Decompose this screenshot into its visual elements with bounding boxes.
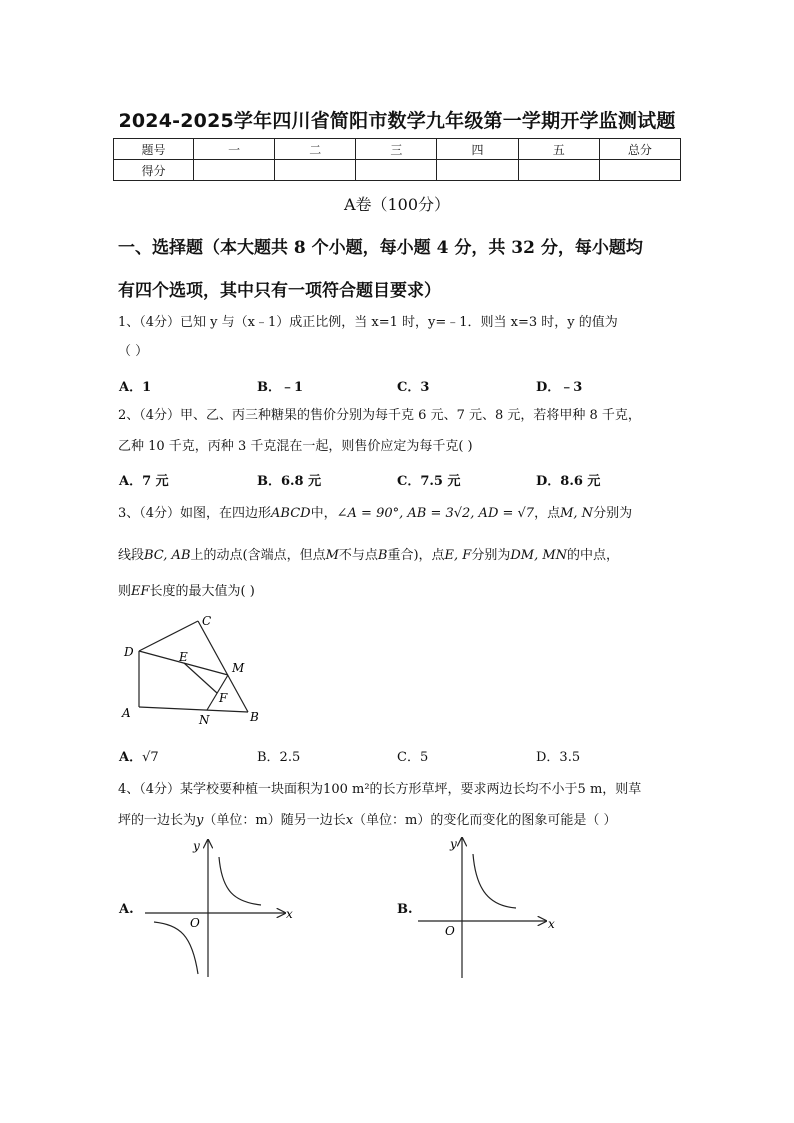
score-cell[interactable] [599,160,680,181]
q3-label-c: C [202,614,212,628]
q2-stem-line2: 乙种 10 千克，丙种 3 千克混在一起，则售价应定为每千克( ) [118,439,473,454]
q4b-label-y: y [450,837,457,851]
q4-math: x [345,813,354,828]
q3-text: 3、（4分）如图，在四边形 [118,506,272,521]
q3-edge-dc [139,621,198,651]
q3-stem-line3 [118,584,255,600]
q4-graph-b [412,828,572,983]
q4-stem-line1 [118,782,641,798]
q4-math: 5 m [577,782,603,797]
score-header-cell: 题号 [114,139,194,160]
score-table-header-row [114,139,681,160]
q3-math: E, F [444,548,472,563]
q4b-curve-q1 [473,854,516,908]
q3-label-n: N [199,713,210,727]
q3-edge-ba [139,707,248,712]
q3-text: 则 [118,584,132,599]
score-header-cell: 二 [275,139,356,160]
q3-quadrilateral-figure [110,605,280,730]
q3-option-a-value: √7 [142,750,159,765]
q1-stem-line1: 1、（4分）已知 y 与（x﹣1）成正比例，当 x=1 时，y=﹣1．则当 x=3 时，y 的值为 [118,315,618,330]
q4-text: （单位：m）的变化而变化的图象可能是（ ） [353,813,617,828]
score-table-score-row [114,160,681,181]
q3-math: B [377,548,388,563]
q3-text: ，点 [534,506,561,521]
q3-math: ∠A = 90°, AB = 3√2, AD = √7 [336,506,535,521]
q2-option-b[interactable]: B．6.8 元 [257,474,322,489]
q3-math: M, N [560,506,594,521]
q3-text: 分别为 [471,548,511,563]
q1-option-b[interactable]: B．﹣1 [257,380,304,395]
q3-math: ABCD [271,506,311,521]
q3-option-c[interactable]: C．5 [397,750,429,765]
exam-title: 2024-2025学年四川省简阳市数学九年级第一学期开学监测试题 [118,110,676,132]
score-cell[interactable] [437,160,518,181]
q4-option-b[interactable]: B. [397,902,413,917]
q1-option-a[interactable]: A．1 [119,380,152,395]
q4-text: 4、（4分）某学校要种植一块面积为 [118,782,324,797]
q3-label-m: M [232,661,245,675]
score-cell[interactable] [275,160,356,181]
q4b-label-x: x [548,917,555,931]
score-row-label: 得分 [114,160,194,181]
q3-math: M [325,548,339,563]
q4-text: 的长方形草坪，要求两边长均不小于 [369,782,578,797]
score-header-cell: 三 [356,139,437,160]
q3-text: 分别为 [593,506,633,521]
q3-label-d: D [124,645,134,659]
q3-label-e: E [179,650,188,664]
part1-heading-line2: 有四个选项，其中只有一项符合题目要求） [118,281,441,301]
score-header-cell: 四 [437,139,518,160]
q4-math: 100 m² [323,782,370,797]
q3-option-d[interactable]: D．3.5 [536,750,581,765]
q1-stem-line2: （ ） [118,344,149,359]
q4-option-a[interactable]: A. [119,902,134,917]
q3-text: 线段 [118,548,145,563]
q3-text: 重合)，点 [387,548,445,563]
score-cell[interactable] [356,160,437,181]
q3-option-a[interactable] [119,746,159,765]
q2-option-a[interactable]: A．7 元 [119,474,169,489]
q4-text: 坪的一边长为 [118,813,197,828]
q4a-label-origin: O [190,916,200,930]
q2-option-d[interactable]: D．8.6 元 [536,474,601,489]
q4-graph-a [140,832,310,982]
q4-text: ，则草 [602,782,642,797]
q4a-label-x: x [286,907,293,921]
q3-stem-line2 [118,548,619,564]
part1-heading-line1: 一、选择题（本大题共 8 个小题，每小题 4 分，共 32 分，每小题均 [118,238,643,258]
score-cell[interactable] [194,160,275,181]
q4-text: （单位：m）随另一边长 [203,813,346,828]
q3-text: 不与点 [338,548,378,563]
q3-math: BC, AB [144,548,191,563]
score-header-cell: 一 [194,139,275,160]
q2-option-c[interactable]: C．7.5 元 [397,474,461,489]
q3-text: 中， [310,506,337,521]
q1-option-d[interactable]: D．﹣3 [536,380,583,395]
q3-text: 上的动点(含端点，但点 [190,548,326,563]
q2-stem-line1: 2、（4分）甲、乙、丙三种糖果的售价分别为每千克 6 元、7 元、8 元，若将甲种 8 千克， [118,408,641,423]
q4a-label-y: y [193,839,200,853]
q4-stem-line2 [118,813,617,829]
q3-text: 长度的最大值为( ) [149,584,255,599]
score-header-cell: 总分 [599,139,680,160]
q3-math: DM, MN [510,548,568,563]
q1-option-c[interactable]: C．3 [397,380,430,395]
q3-label-a: A [122,706,131,720]
section-a-title: A卷（100分） [343,195,451,214]
q4a-curve-q1 [219,857,261,905]
q4b-label-origin: O [445,924,455,938]
score-header-cell: 五 [518,139,599,160]
q3-label-f: F [219,691,228,705]
q3-stem-line1 [118,506,632,522]
q3-label-b: B [250,710,259,724]
score-cell[interactable] [518,160,599,181]
q3-math: EF [131,584,150,599]
q3-option-b[interactable]: B．2.5 [257,750,301,765]
score-table [113,138,681,181]
q3-text: 的中点， [567,548,620,563]
q4-math: y [196,813,204,828]
q3-option-a-letter: A． [119,750,143,765]
